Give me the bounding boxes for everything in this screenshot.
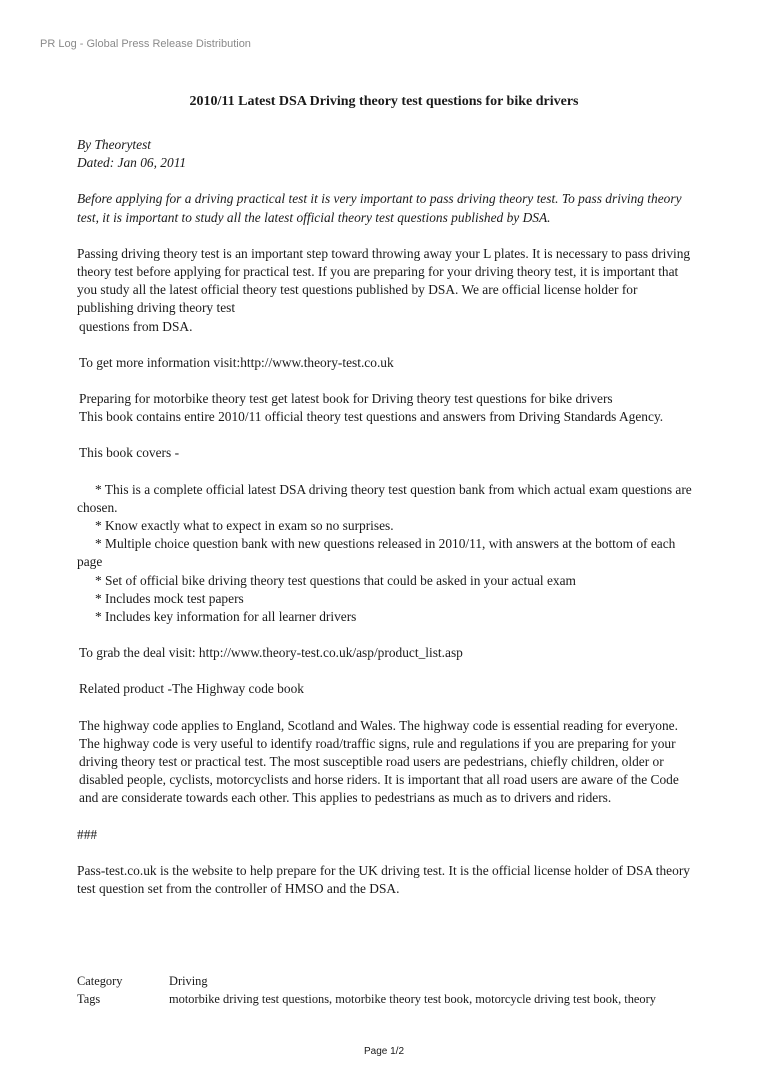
summary: Before applying for a driving practical test it is very important to pass driving theory test. To pass driving theory test, it is important to study all the latest official theory test questions published by DSA. xyxy=(77,191,682,225)
page-title: 2010/11 Latest DSA Driving theory test questions for bike drivers xyxy=(189,94,579,109)
byline-date: Dated: Jan 06, 2011 xyxy=(77,155,187,171)
book-covers-heading: This book covers - xyxy=(79,445,180,461)
list-item: * This is a complete official latest DSA driving theory test question bank from which actual exam questions are chosen. xyxy=(77,481,692,515)
paragraph-about: Pass-test.co.uk is the website to help prepare for the UK driving test. It is the official license holder of DSA theory test question set from the controller of HMSO and the DSA. xyxy=(77,862,690,897)
category-value: Driving xyxy=(169,974,208,988)
list-item: * Includes mock test papers xyxy=(95,590,244,606)
info-link-text: To get more information visit:http://www.theory-test.co.uk xyxy=(79,354,394,370)
paragraph-book: This book contains entire 2010/11 official theory test questions and answers from Driving Standards Agency. xyxy=(79,409,664,425)
page-number: Page 1/2 xyxy=(363,1046,405,1057)
tags-row xyxy=(77,990,717,1008)
category-label: Category xyxy=(77,974,123,988)
list-item: * Know exactly what to expect in exam so no surprises. xyxy=(95,518,394,534)
tags-label: Tags xyxy=(77,992,101,1006)
metadata-table xyxy=(77,972,717,1008)
separator: ### xyxy=(77,826,98,842)
list-item: * Multiple choice question bank with new questions released in 2010/11, with answers at the bottom of each page xyxy=(77,536,676,570)
press-release-source: PR Log - Global Press Release Distribution xyxy=(40,38,251,50)
list-item: * Includes key information for all learner drivers xyxy=(95,609,357,625)
tags-value: motorbike driving test questions, motorbike theory test book, motorcycle driving test book, theory xyxy=(169,992,656,1006)
paragraph-highway-code-detail: The highway code is very useful to identify road/traffic signs, rule and regulations if you are preparing for your driving theory test or practical test. The most susceptible road users are pedestrians, chiefly children, older or disabled people, cyclists, motorcyclists and horse riders. It is important that all road users are aware of the Code and are considerate towards each other. This applies to pedestrians as much as to drivers and riders. xyxy=(79,735,679,806)
category-row xyxy=(77,972,717,990)
list-item: * Set of official bike driving theory test questions that could be asked in your actual exam xyxy=(95,572,576,588)
paragraph-highway-code: The highway code applies to England, Scotland and Wales. The highway code is essential reading for everyone. xyxy=(79,717,678,733)
related-product: Related product -The Highway code book xyxy=(79,681,304,697)
deal-link-text: To grab the deal visit: http://www.theory-test.co.uk/asp/product_list.asp xyxy=(79,645,463,661)
paragraph-intro-end: questions from DSA. xyxy=(79,318,193,334)
paragraph-intro: Passing driving theory test is an important step toward throwing away your L plates. It is necessary to pass driving theory test before applying for practical test. If you are preparing for your driving theory test, it is important that you study all the latest official theory test questions published by DSA. We are official license holder for publishing driving theory test xyxy=(77,245,691,316)
byline-author: By Theorytest xyxy=(77,137,152,152)
article-body xyxy=(77,136,697,898)
paragraph-motorbike: Preparing for motorbike theory test get latest book for Driving theory test questions for bike drivers xyxy=(79,391,613,407)
